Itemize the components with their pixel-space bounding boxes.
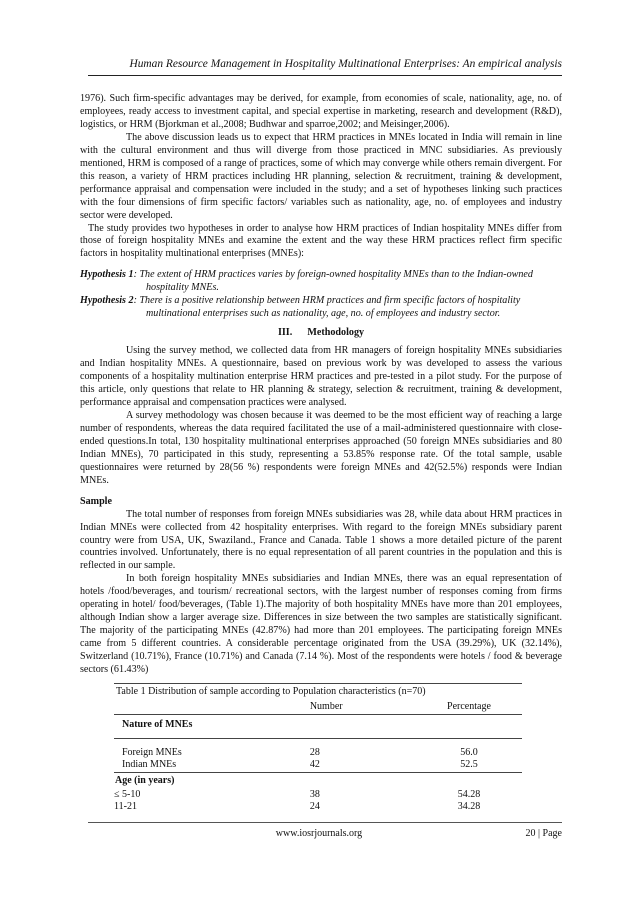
table-cell-percentage: 54.28 xyxy=(457,788,481,800)
table-cell-label: 11-21 xyxy=(114,801,137,813)
spacer xyxy=(80,261,562,269)
table-caption: Table 1 Distribution of sample according to Population characteristics (n=70) xyxy=(116,686,426,697)
table-cell-number: 28 xyxy=(309,746,320,758)
header-rule xyxy=(88,75,562,76)
footer-rule xyxy=(88,822,562,823)
hypothesis-label: Hypothesis 1 xyxy=(80,269,134,281)
body-text xyxy=(80,93,562,677)
hypothesis-text: : There is a positive relationship between HRM practices and firm specific factors of hospitality xyxy=(133,295,521,307)
table-group-heading: Nature of MNEs xyxy=(114,715,522,739)
paragraph: Using the survey method, we collected data from HR managers of foreign hospitality MNEs subsidiaries and Indian hospitality MNEs. A questionnaire, based on previous work by was developed to assess the various components of a hospitality multination enterprise HRM practices and pre-tested in a pilot study. For the purpose of this article, only questions that relate to HR planning & strategy, selection & recruitment, training & development, performance appraisal and compensation practices were analysed. xyxy=(80,345,562,408)
table-cell-number: 24 xyxy=(309,801,320,813)
paragraph: The study provides two hypotheses in order to analyse how HRM practices of Indian hospitality MNEs differ from those of foreign hospitality MNEs and examine the extent and the way these HRM practices reflect firm specific factors in hospitality multinational enterprises (MNEs): xyxy=(80,222,562,260)
table-cell-label: ≤ 5-10 xyxy=(114,788,141,800)
hypothesis-2 xyxy=(80,295,562,321)
table-row xyxy=(114,789,522,802)
hypothesis-text: : The extent of HRM practices varies by foreign-owned hospitality MNEs than to the Indian-owned xyxy=(133,269,533,281)
table-spacer xyxy=(114,738,522,747)
table-header-number: Number xyxy=(309,700,343,712)
hypothesis-1 xyxy=(80,269,562,295)
page-number: 20 | Page xyxy=(525,828,562,839)
table-row xyxy=(114,801,522,814)
paragraph: A survey methodology was chosen because it was deemed to be the most efficient way of reaching a large number of respondents, whereas the data required facilitated the use of a mail-administered questionnaire with close-ended questions.In total, 130 hospitality multinational enterprises approached (50 foreign MNEs subsidiaries and 80 Indian MNEs), 70 participated in this study, representing a 53.85% response rate. Of the total sample, usable questionnaires were returned by 28(56 %) respondents were foreign MNEs and 42(52.5%) responds were Indian MNEs. xyxy=(80,409,562,486)
paragraph: The total number of responses from foreign MNEs subsidiaries was 28, while data about HRM practices in Indian MNEs were collected from 42 hospitality enterprises. With regard to the foreign MNEs subsidiary parent country were from USA, UK, Swaziland., France and Canada. Table 1 shows a more detailed picture of the parent countries involved. Unfortunately, there is no equal representation of all parent countries in the population and this is reflected in our sample. xyxy=(80,508,562,572)
paragraph: In both foreign hospitality MNEs subsidiaries and Indian MNEs, there was an equal representation of hotels /food/beverages, and tourism/ recreational sectors, with the largest number of responses coming from firms operating in hotel/ food/beverages, (Table 1).The majority of both hospitality MNEs have more than 201 employees, although Indian show a larger average size. Differences in size between the two samples are statistically significant. The majority of the participating MNEs (42.87%) had more than 201 employees. The participating foreign MNEs came from 5 different countries. A considerable percentage originated from the USA (39.29%), UK (32.14%), Switzerland (10.71%), France (10.71%) and Canada (7.14 %). Most of the respondents were hotels / food & beverage sectors (61.43%) xyxy=(80,573,562,676)
paragraph: The above discussion leads us to expect that HRM practices in MNEs located in India will remain in line with the cultural environment and thus will diverge from those practiced in MNC subsidiaries. As previously mentioned, HRM is composed of a range of practices, some of which may converge while others remain divergent. For this reason, a variety of HRM practices including HR planning, selection & recruitment, training & development, performance appraisal and compensation were included in the study; and a set of hypotheses linking such practices with the four dimensions of firm specific factors/ variables such as nationality, age, no. of employees and industry sector were developed. xyxy=(80,131,562,221)
section-title: Methodology xyxy=(307,327,365,339)
table-cell-percentage: 52.5 xyxy=(460,759,478,771)
table-cell-label: Indian MNEs xyxy=(122,759,177,771)
subsection-heading: Sample xyxy=(80,495,112,507)
table-cell-percentage: 56.0 xyxy=(460,746,478,758)
table-cell-label: Foreign MNEs xyxy=(122,746,182,758)
table-row xyxy=(114,759,522,772)
table-header-percentage: Percentage xyxy=(447,700,491,712)
section-number: III. xyxy=(277,327,293,339)
table-1 xyxy=(114,683,522,814)
table-cell-number: 38 xyxy=(309,788,320,800)
section-heading xyxy=(80,327,562,340)
table-cell-number: 42 xyxy=(309,759,320,771)
spacer xyxy=(80,488,562,496)
hypothesis-label: Hypothesis 2 xyxy=(80,295,134,307)
table-header-empty xyxy=(114,700,310,715)
footer-url: www.iosrjournals.org xyxy=(275,828,363,839)
running-header: Human Resource Management in Hospitality Multinational Enterprises: An empirical analysis xyxy=(129,58,562,70)
table-row xyxy=(114,747,522,760)
table-group-heading: Age (in years) xyxy=(114,772,522,788)
table-cell-percentage: 34.28 xyxy=(457,801,481,813)
paragraph: 1976). Such firm-specific advantages may be derived, for example, from economies of scale, nationality, age, no. of employees, ready access to investment capital, and special expertise in marketing, research and development (R&D), logistics, or HRM (Bjorkman et al.,2008; Budhwar and sparroe,2002; and Meisinger,2006). xyxy=(80,93,562,130)
hypothesis-text-cont: multinational enterprises such as nationality, age, no. of employees and industry sector. xyxy=(146,308,501,320)
hypothesis-text-cont: hospitality MNEs. xyxy=(146,282,219,294)
